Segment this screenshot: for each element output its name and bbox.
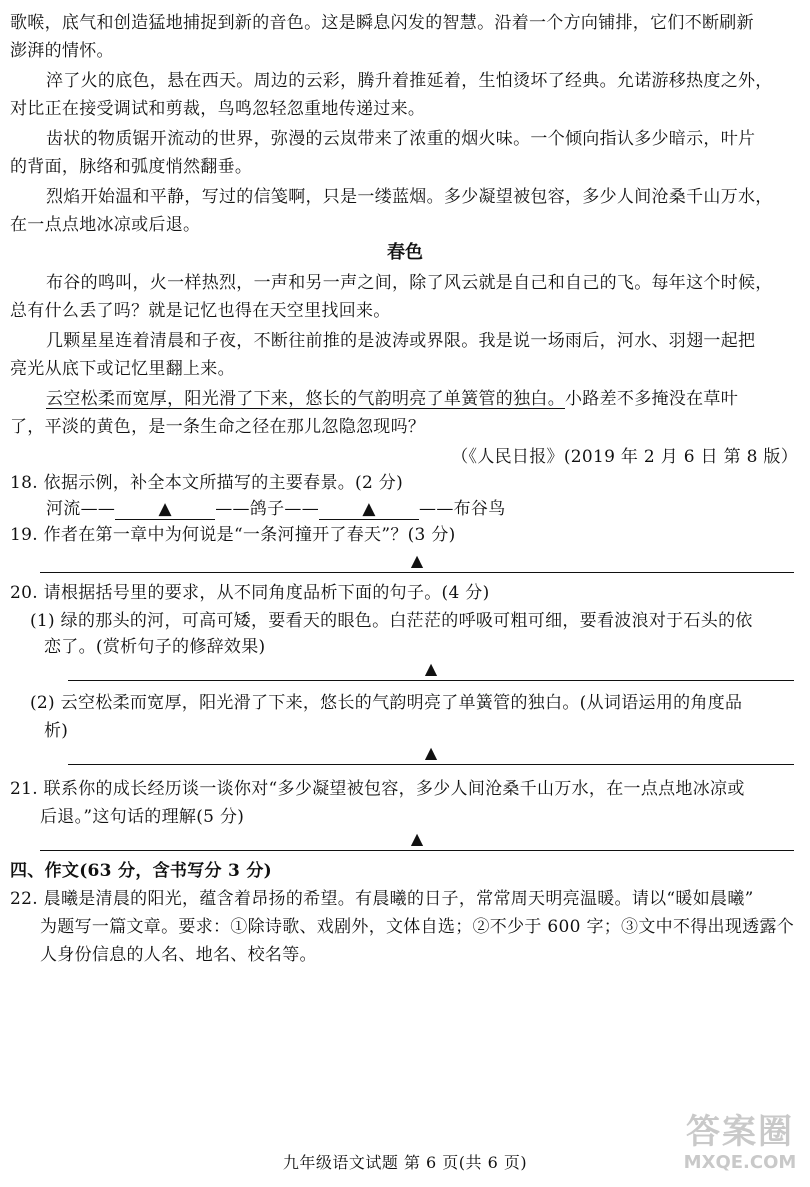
answer-line[interactable]: ▲ — [68, 658, 794, 681]
passage-line: 了，平淡的黄色，是一条生命之径在那儿忽隐忽现吗？ — [10, 417, 426, 437]
passage-line: 淬了火的底色，悬在西天。周边的云彩，腾升着推延着，生怕烫坏了经典。允诺游移热度之外， — [46, 71, 773, 91]
passage-line: 齿状的物质锯开流动的世界，弥漫的云岚带来了浓重的烟火味。一个倾向指认多少暗示，叶片 — [46, 129, 756, 149]
question-20: 20. 请根据括号里的要求，从不同角度品析下面的句子。(4 分) — [10, 583, 490, 603]
section-title: 春色 — [387, 242, 423, 263]
watermark-logo — [680, 1112, 800, 1182]
passage-line: 在一点点地冰凉或后退。 — [10, 215, 201, 235]
passage-line-underlined — [46, 386, 798, 412]
question-18: 18. 依据示例，补全本文所描写的主要春景。(2 分) — [10, 473, 404, 493]
answer-line[interactable]: ▲ — [40, 828, 794, 851]
passage-line: 对比正在接受调试和剪裁，鸟鸣忽轻忽重地传递过来。 — [10, 99, 426, 119]
watermark-url: MXQE.COM — [683, 1152, 797, 1173]
question-20-2: (2) 云空松柔而宽厚，阳光滑了下来，悠长的气韵明亮了单簧管的独白。(从词语运用的角度品 — [30, 693, 743, 713]
passage-text: 小路差不多掩没在草叶 — [565, 389, 738, 409]
question-19: 19. 作者在第一章中为何说是“一条河撞开了春天”？(3 分) — [10, 525, 456, 545]
question-20-1: (1) 绿的那头的河，可高可矮，要看天的眼色。白茫茫的呼吸可粗可细，要看波浪对于石头的依 — [30, 611, 753, 631]
passage-line: 歌喉，底气和创造猛地捕捉到新的音色。这是瞬息闪发的智慧。沿着一个方向铺排，它们不断刷新 — [10, 13, 754, 33]
question-18-blanks — [46, 496, 798, 522]
answer-line[interactable]: ▲ — [68, 742, 794, 765]
blank-suffix: ——布谷鸟 — [419, 499, 506, 519]
question-21: 21. 联系你的成长经历谈一谈你对“多少凝望被包容，多少人间沧桑千山万水，在一点点地冰凉或 — [10, 779, 745, 799]
question-20-1-cont: 恋了。(赏析句子的修辞效果) — [44, 637, 266, 657]
question-22-cont: 为题写一篇文章。要求：①除诗歌、戏剧外，文体自选；②不少于 600 字；③文中不得出现透露个 — [40, 917, 795, 937]
blank-prefix: 河流—— — [46, 499, 116, 519]
question-20-2-cont: 析) — [44, 721, 69, 741]
answer-blank[interactable]: ▲ — [319, 499, 419, 520]
underlined-sentence: 云空松柔而宽厚，阳光滑了下来，悠长的气韵明亮了单簧管的独白。 — [46, 389, 565, 409]
source-citation: （《人民日报》(2019 年 2 月 6 日 第 8 版） — [451, 447, 798, 467]
passage-line: 布谷的鸣叫，火一样热烈，一声和另一声之间，除了风云就是自己和自己的飞。每年这个时候， — [46, 273, 773, 293]
passage-line: 亮光从底下或记忆里翻上来。 — [10, 359, 235, 379]
question-22: 22. 晨曦是清晨的阳光，蕴含着昂扬的希望。有晨曦的日子，常常周天明亮温暖。请以“暖如晨曦” — [10, 889, 754, 909]
page-footer: 九年级语文试题 第 6 页(共 6 页) — [282, 1153, 528, 1172]
passage-line: 烈焰开始温和平静，写过的信笺啊，只是一缕蓝烟。多少凝望被包容，多少人间沧桑千山万水， — [46, 187, 773, 207]
question-21-cont: 后退。”这句话的理解(5 分) — [40, 807, 245, 827]
question-22-cont: 人身份信息的人名、地名、校名等。 — [40, 945, 317, 965]
passage-line: 几颗星星连着清晨和子夜，不断往前推的是波涛或界限。我是说一场雨后，河水、羽翅一起把 — [46, 331, 756, 351]
passage-line: 澎湃的情怀。 — [10, 41, 114, 61]
watermark-text: 答案圈 — [686, 1112, 794, 1152]
answer-blank[interactable]: ▲ — [115, 499, 215, 520]
answer-line[interactable]: ▲ — [40, 550, 794, 573]
passage-line: 的背面，脉络和弧度悄然翻垂。 — [10, 157, 253, 177]
blank-middle: ——鸽子—— — [215, 499, 320, 519]
section-heading: 四、作文(63 分，含书写分 3 分) — [10, 861, 273, 881]
passage-line: 总有什么丢了吗？就是记忆也得在天空里找回来。 — [10, 301, 391, 321]
